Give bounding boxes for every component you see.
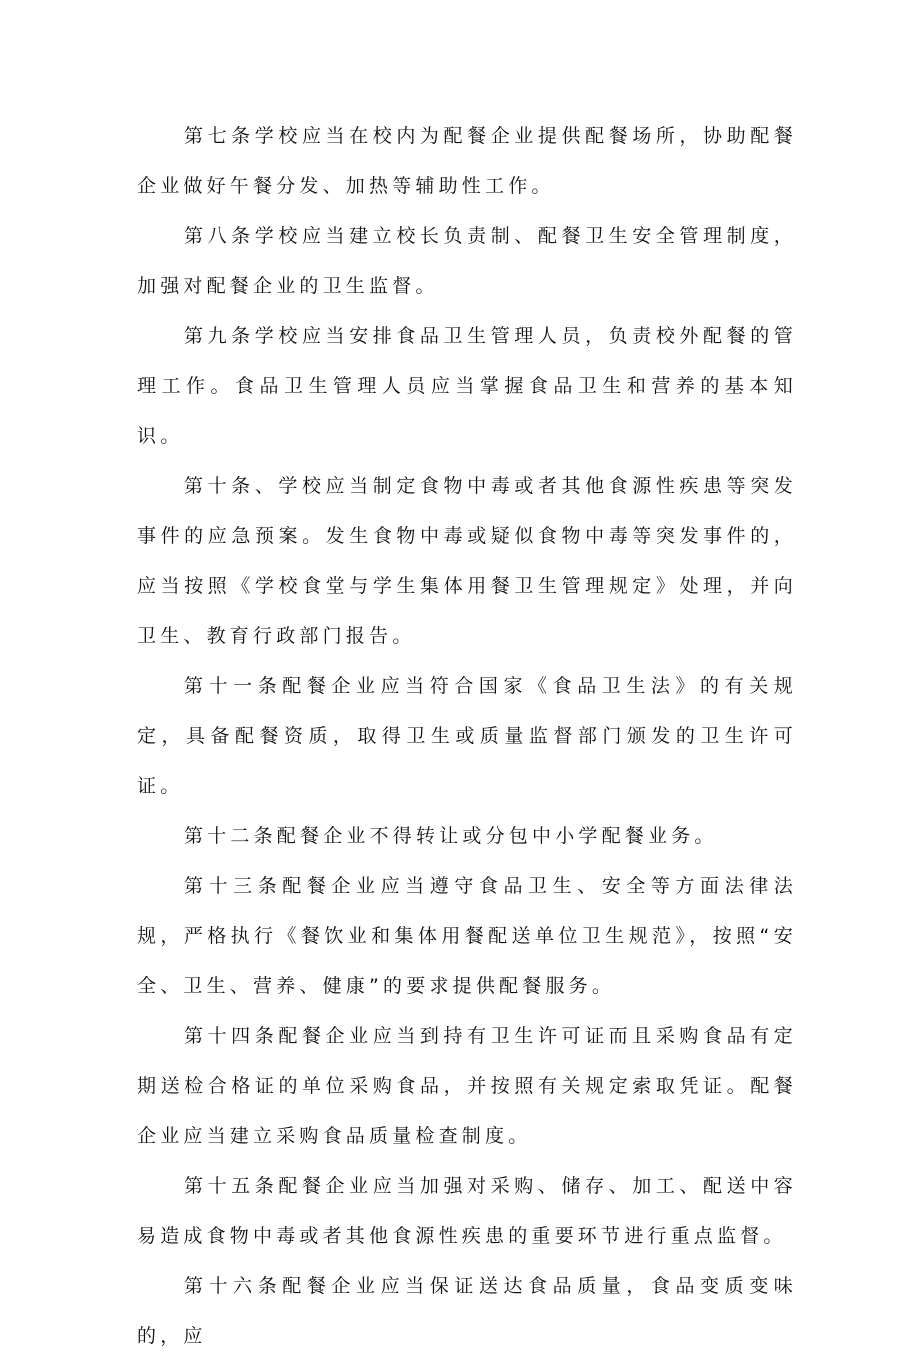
article-7-paragraph: 第七条学校应当在校内为配餐企业提供配餐场所，协助配餐企业做好午餐分发、加热等辅助性工作。	[137, 125, 797, 197]
document-body	[137, 111, 797, 1361]
article-9-paragraph: 第九条学校应当安排食品卫生管理人员，负责校外配餐的管理工作。食品卫生管理人员应当掌握食品卫生和营养的基本知识。	[137, 325, 797, 447]
article-11-paragraph: 第十一条配餐企业应当符合国家《食品卫生法》的有关规定，具备配餐资质，取得卫生或质量监督部门颁发的卫生许可证。	[137, 675, 797, 797]
article-12-paragraph: 第十二条配餐企业不得转让或分包中小学配餐业务。	[184, 825, 718, 847]
article-8-paragraph: 第八条学校应当建立校长负责制、配餐卫生安全管理制度，加强对配餐企业的卫生监督。	[137, 225, 797, 297]
article-14-paragraph: 第十四条配餐企业应当到持有卫生许可证而且采购食品有定期送检合格证的单位采购食品，并按照有关规定索取凭证。配餐企业应当建立采购食品质量检查制度。	[137, 1025, 797, 1147]
article-15-paragraph: 第十五条配餐企业应当加强对采购、储存、加工、配送中容易造成食物中毒或者其他食源性疾患的重要环节进行重点监督。	[137, 1175, 797, 1247]
article-10-paragraph: 第十条、学校应当制定食物中毒或者其他食源性疾患等突发事件的应急预案。发生食物中毒或疑似食物中毒等突发事件的，应当按照《学校食堂与学生集体用餐卫生管理规定》处理，并向卫生、教育行政部门报告。	[137, 475, 797, 647]
article-13-paragraph: 第十三条配餐企业应当遵守食品卫生、安全等方面法律法规，严格执行《餐饮业和集体用餐配送单位卫生规范》，按照“安全、卫生、营养、健康”的要求提供配餐服务。	[137, 875, 797, 997]
article-16-paragraph: 第十六条配餐企业应当保证送达食品质量，食品变质变味的，应	[137, 1275, 797, 1347]
